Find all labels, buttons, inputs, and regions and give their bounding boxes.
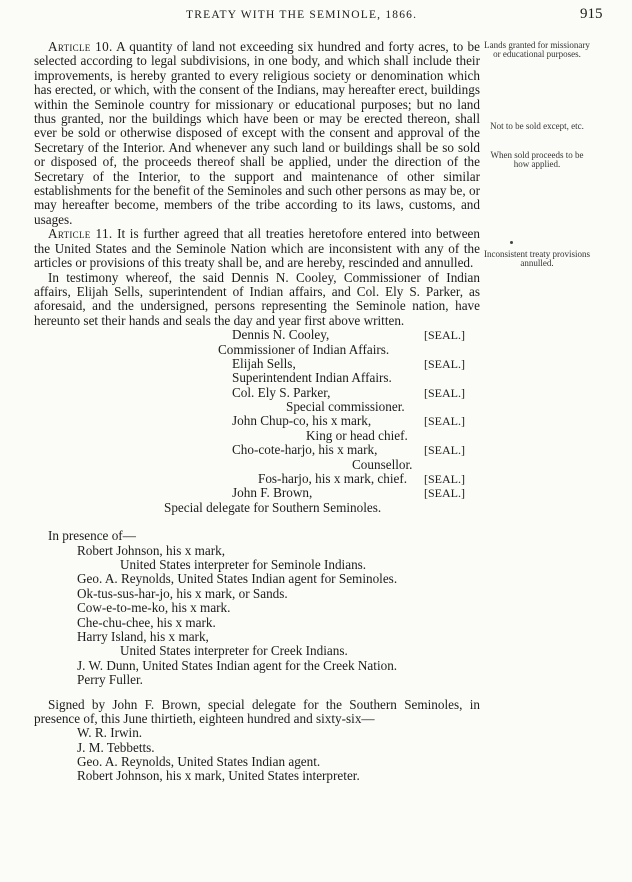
witness-line: Harry Island, his x mark, <box>77 628 209 644</box>
seal-mark: [SEAL.] <box>424 472 465 487</box>
signature-text: Elijah Sells, <box>232 355 296 371</box>
seal-mark: [SEAL.] <box>424 385 465 400</box>
signature-text: Commissioner of Indian Affairs. <box>218 341 390 357</box>
witness-line: Ok-tus-sus-har-jo, his x mark, or Sands. <box>77 585 288 601</box>
article-11-heading: Article 11. <box>48 226 113 242</box>
main-text-column <box>34 40 480 784</box>
signature-text: King or head chief. <box>306 427 408 443</box>
signature-line <box>34 443 480 457</box>
margin-note: Lands granted for missionary or educational purposes. <box>484 40 590 60</box>
seal-mark: [SEAL.] <box>424 328 465 343</box>
signed-witness-line: J. M. Tebbetts. <box>77 739 155 755</box>
witness-line: J. W. Dunn, United States Indian agent for the Creek Nation. <box>77 657 398 673</box>
seal-mark: [SEAL.] <box>424 486 465 501</box>
signature-text: Counsellor. <box>352 456 413 472</box>
signed-by-paragraph: Signed by John F. Brown, special delegate for the Southern Seminoles, in presence of, this June thirtieth, eighteen hundred and sixty-six— <box>34 696 480 726</box>
page-number: 915 <box>580 6 603 22</box>
margin-note: Inconsistent treaty provisions annulled. <box>484 249 590 269</box>
witness-block <box>34 529 480 687</box>
signature-text: Cho-cote-harjo, his x mark, <box>232 442 378 458</box>
signature-line <box>34 328 480 342</box>
witness-line: United States interpreter for Seminole Indians. <box>120 556 367 572</box>
signed-witness-line: W. R. Irwin. <box>77 725 143 741</box>
witness-line: Perry Fuller. <box>77 672 143 688</box>
margin-note: When sold proceeds to be how applied. <box>490 150 584 170</box>
signature-title <box>34 400 480 414</box>
signature-line <box>34 486 480 500</box>
signature-text: John F. Brown, <box>232 485 313 501</box>
witness-heading: In presence of— <box>48 528 136 544</box>
signature-title <box>34 501 480 515</box>
signature-line <box>34 414 480 428</box>
signed-witness-line: Robert Johnson, his x mark, United States interpreter. <box>77 768 360 784</box>
signature-block <box>34 328 480 515</box>
witness-line: United States interpreter for Creek Indians. <box>120 643 348 659</box>
signed-witness-line: Geo. A. Reynolds, United States Indian agent. <box>77 754 321 770</box>
signature-title <box>34 458 480 472</box>
signature-line <box>34 472 480 486</box>
article-10-paragraph <box>34 40 480 227</box>
signature-text: Fos-harjo, his x mark, chief. <box>258 471 408 487</box>
seal-mark: [SEAL.] <box>424 414 465 429</box>
seal-mark: [SEAL.] <box>424 443 465 458</box>
witness-line: Che-chu-chee, his x mark. <box>77 614 216 630</box>
signature-text: John Chup-co, his x mark, <box>232 413 372 429</box>
signature-text: Superintendent Indian Affairs. <box>232 370 392 386</box>
signature-line <box>34 357 480 371</box>
article-10-text: A quantity of land not exceeding six hundred and forty acres, to be selected according to legal subdivisions, in one body, and which shall include their improvements, is hereby granted to every religious society or denomination which has erected, or which, with the consent of the Indians, may hereafter erect, buildings within the Seminole country for missionary or educational purposes; but no land thus granted, nor the buildings which have been or may be erected thereon, shall ever be sold or otherwise disposed of except with the consent and approval of the Secretary of the Interior. And whenever any such land or buildings shall be so sold or disposed of, the proceeds thereof shall be applied, under the direction of the Secretary of the Interior, to the support and maintenance of other similar establishments for the benefit of the Seminoles and such other persons as may be, or may hereafter become, members of the tribe according to its laws, customs, and usages. <box>34 39 481 227</box>
signature-text: Dennis N. Cooley, <box>232 327 330 343</box>
testimony-paragraph: In testimony whereof, the said Dennis N. Cooley, Commissioner of Indian affairs, Elijah Sells, superintendent of Indian affairs, and Col. Ely S. Parker, as aforesaid, and the undersigned, persons representing the Seminole nation, have hereunto set their hands and seals the day and year first above written. <box>34 269 480 328</box>
running-header: TREATY WITH THE SEMINOLE, 1866. <box>186 9 418 21</box>
article-11-paragraph <box>34 227 480 270</box>
margin-note: Not to be sold except, etc. <box>490 121 584 131</box>
signature-line <box>34 386 480 400</box>
signature-text: Special delegate for Southern Seminoles. <box>164 499 382 515</box>
witness-line: Geo. A. Reynolds, United States Indian agent for Seminoles. <box>77 571 398 587</box>
seal-mark: [SEAL.] <box>424 356 465 371</box>
article-11-text: It is further agreed that all treaties heretofore entered into between the United States and the Seminole Nation which are inconsistent with any of the articles or provisions of this treaty shall be, and are hereby, rescinded and annulled. <box>34 226 480 271</box>
signature-title <box>34 371 480 385</box>
witness-line: Cow-e-to-me-ko, his x mark. <box>77 600 231 616</box>
signature-title <box>34 429 480 443</box>
margin-dot-mark <box>510 241 513 244</box>
witness-line: Robert Johnson, his x mark, <box>77 542 225 558</box>
signature-text: Col. Ely S. Parker, <box>232 384 331 400</box>
signed-witness-block <box>34 726 480 784</box>
signature-text: Special commissioner. <box>286 399 405 415</box>
article-10-heading: Article 10. <box>48 39 113 54</box>
signature-title <box>34 343 480 357</box>
